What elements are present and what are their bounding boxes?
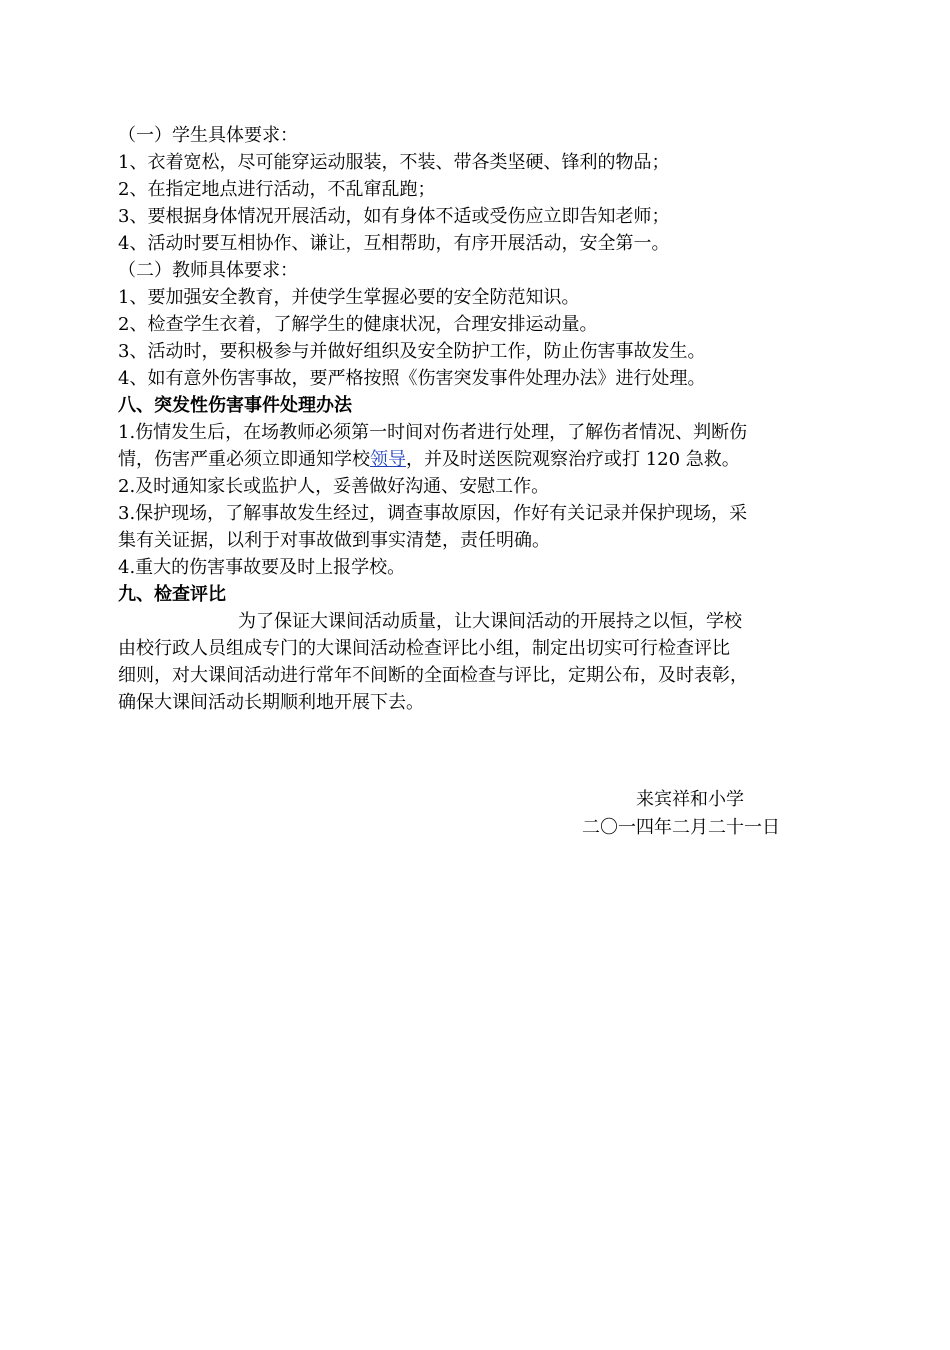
- section-9-line3: 细则，对大课间活动进行常年不间断的全面检查与评比，定期公布，及时表彰，: [118, 665, 748, 686]
- section-8-p4: 4.重大的伤害事故要及时上报学校。: [118, 557, 406, 578]
- section-8-heading: 八、突发性伤害事件处理办法: [118, 395, 352, 416]
- student-item-3: 3、要根据身体情况开展活动，如有身体不适或受伤应立即告知老师；: [118, 206, 670, 227]
- section-9-line4: 确保大课间活动长期顺利地开展下去。: [118, 692, 424, 713]
- student-requirements-title: （一）学生具体要求：: [118, 125, 298, 146]
- teacher-requirements-title: （二）教师具体要求：: [118, 260, 298, 281]
- section-8-p1-line1: 1.伤情发生后，在场教师必须第一时间对伤者进行处理，了解伤者情况、判断伤: [118, 422, 748, 443]
- teacher-item-2: 2、检查学生衣着，了解学生的健康状况，合理安排运动量。: [118, 314, 598, 335]
- section-8-p1-line2: [118, 446, 838, 473]
- section-8-p3-line1: 3.保护现场，了解事故发生经过，调查事故原因，作好有关记录并保护现场，采: [118, 503, 748, 524]
- teacher-item-1: 1、要加强安全教育，并使学生掌握必要的安全防范知识。: [118, 287, 580, 308]
- leader-link[interactable]: 领导: [370, 449, 406, 470]
- section-8-p3-line2: 集有关证据，以利于对事故做到事实清楚，责任明确。: [118, 530, 550, 551]
- student-item-4: 4、活动时要互相协作、谦让，互相帮助，有序开展活动，安全第一。: [118, 233, 670, 254]
- document-body: [118, 122, 838, 716]
- section-9-heading: 九、检查评比: [118, 584, 226, 605]
- signature-school: 来宾祥和小学: [636, 789, 744, 810]
- student-item-1: 1、衣着宽松，尽可能穿运动服装，不装、带各类坚硬、锋利的物品；: [118, 152, 670, 173]
- signature-date: 二〇一四年二月二十一日: [582, 817, 780, 838]
- teacher-item-4: 4、如有意外伤害事故，要严格按照《伤害突发事件处理办法》进行处理。: [118, 368, 706, 389]
- student-item-2: 2、在指定地点进行活动，不乱窜乱跑；: [118, 179, 436, 200]
- section-8-p2: 2.及时通知家长或监护人，妥善做好沟通、安慰工作。: [118, 476, 550, 497]
- teacher-item-3: 3、活动时，要积极参与并做好组织及安全防护工作，防止伤害事故发生。: [118, 341, 706, 362]
- section-8-p1-text-a: 情，伤害严重必须立即通知学校: [118, 449, 370, 470]
- section-8-p1-text-b: ，并及时送医院观察治疗或打 120 急救。: [406, 449, 740, 470]
- section-9-line2: 由校行政人员组成专门的大课间活动检查评比小组，制定出切实可行检查评比: [118, 638, 730, 659]
- section-9-line1: 为了保证大课间活动质量，让大课间活动的开展持之以恒，学校: [238, 611, 742, 632]
